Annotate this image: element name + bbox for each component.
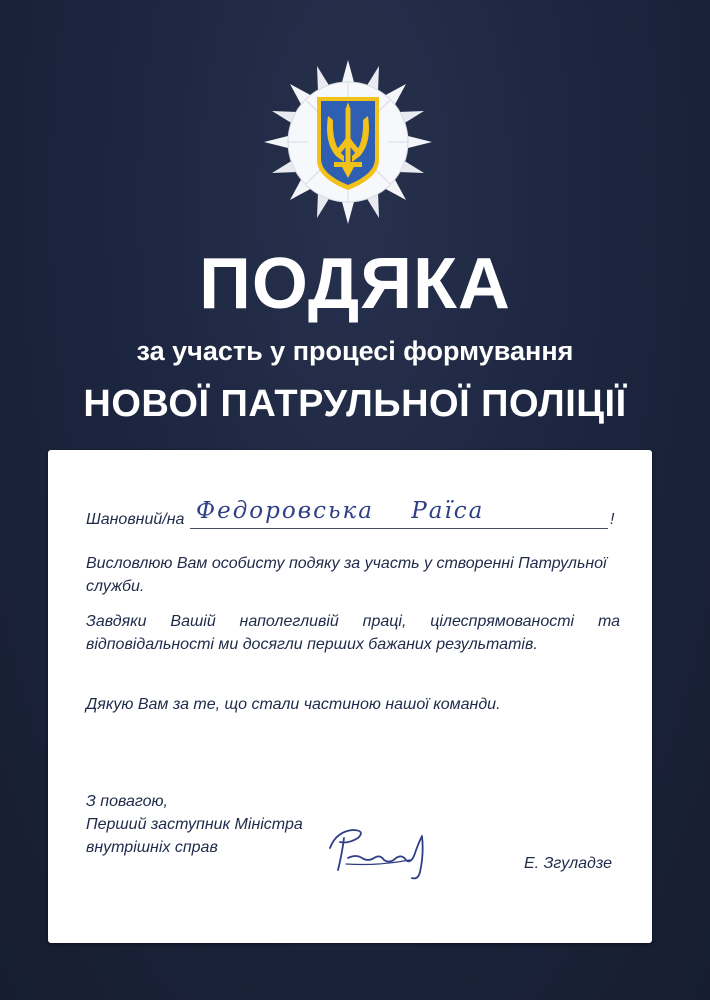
signature-block [86,790,326,859]
paragraph-gratitude: Висловлюю Вам особисту подяку за участь у створенні Патрульної служби. [86,555,607,595]
closing-text: З повагою, [86,793,168,810]
handwritten-signature [318,814,458,884]
subtitle-line-1: за участь у процесі формування [136,336,574,366]
paragraph-results: Завдяки Вашій наполегливій праці, цілеспрямованості та відповідальності ми досягли перших бажаних результатів. [86,613,620,653]
position-line-2: внутрішніх справ [86,839,218,856]
letter-card [48,450,652,943]
greeting-label: Шановний/на [86,511,185,528]
certificate-title: ПОДЯКА [199,244,511,324]
name-underline [190,528,608,529]
signer-name: Е. Згуладзе [524,855,613,872]
recipient-name: Федоровська Раїса [196,498,485,524]
position-line-1: Перший заступник Міністра [86,816,303,833]
police-star-trident-icon [262,58,434,226]
greeting-exclamation: ! [610,511,615,528]
subtitle-line-2: НОВОЇ ПАТРУЛЬНОЇ ПОЛІЦІЇ [83,383,627,425]
paragraph-team: Дякую Вам за те, що стали частиною нашої команди. [86,696,501,713]
